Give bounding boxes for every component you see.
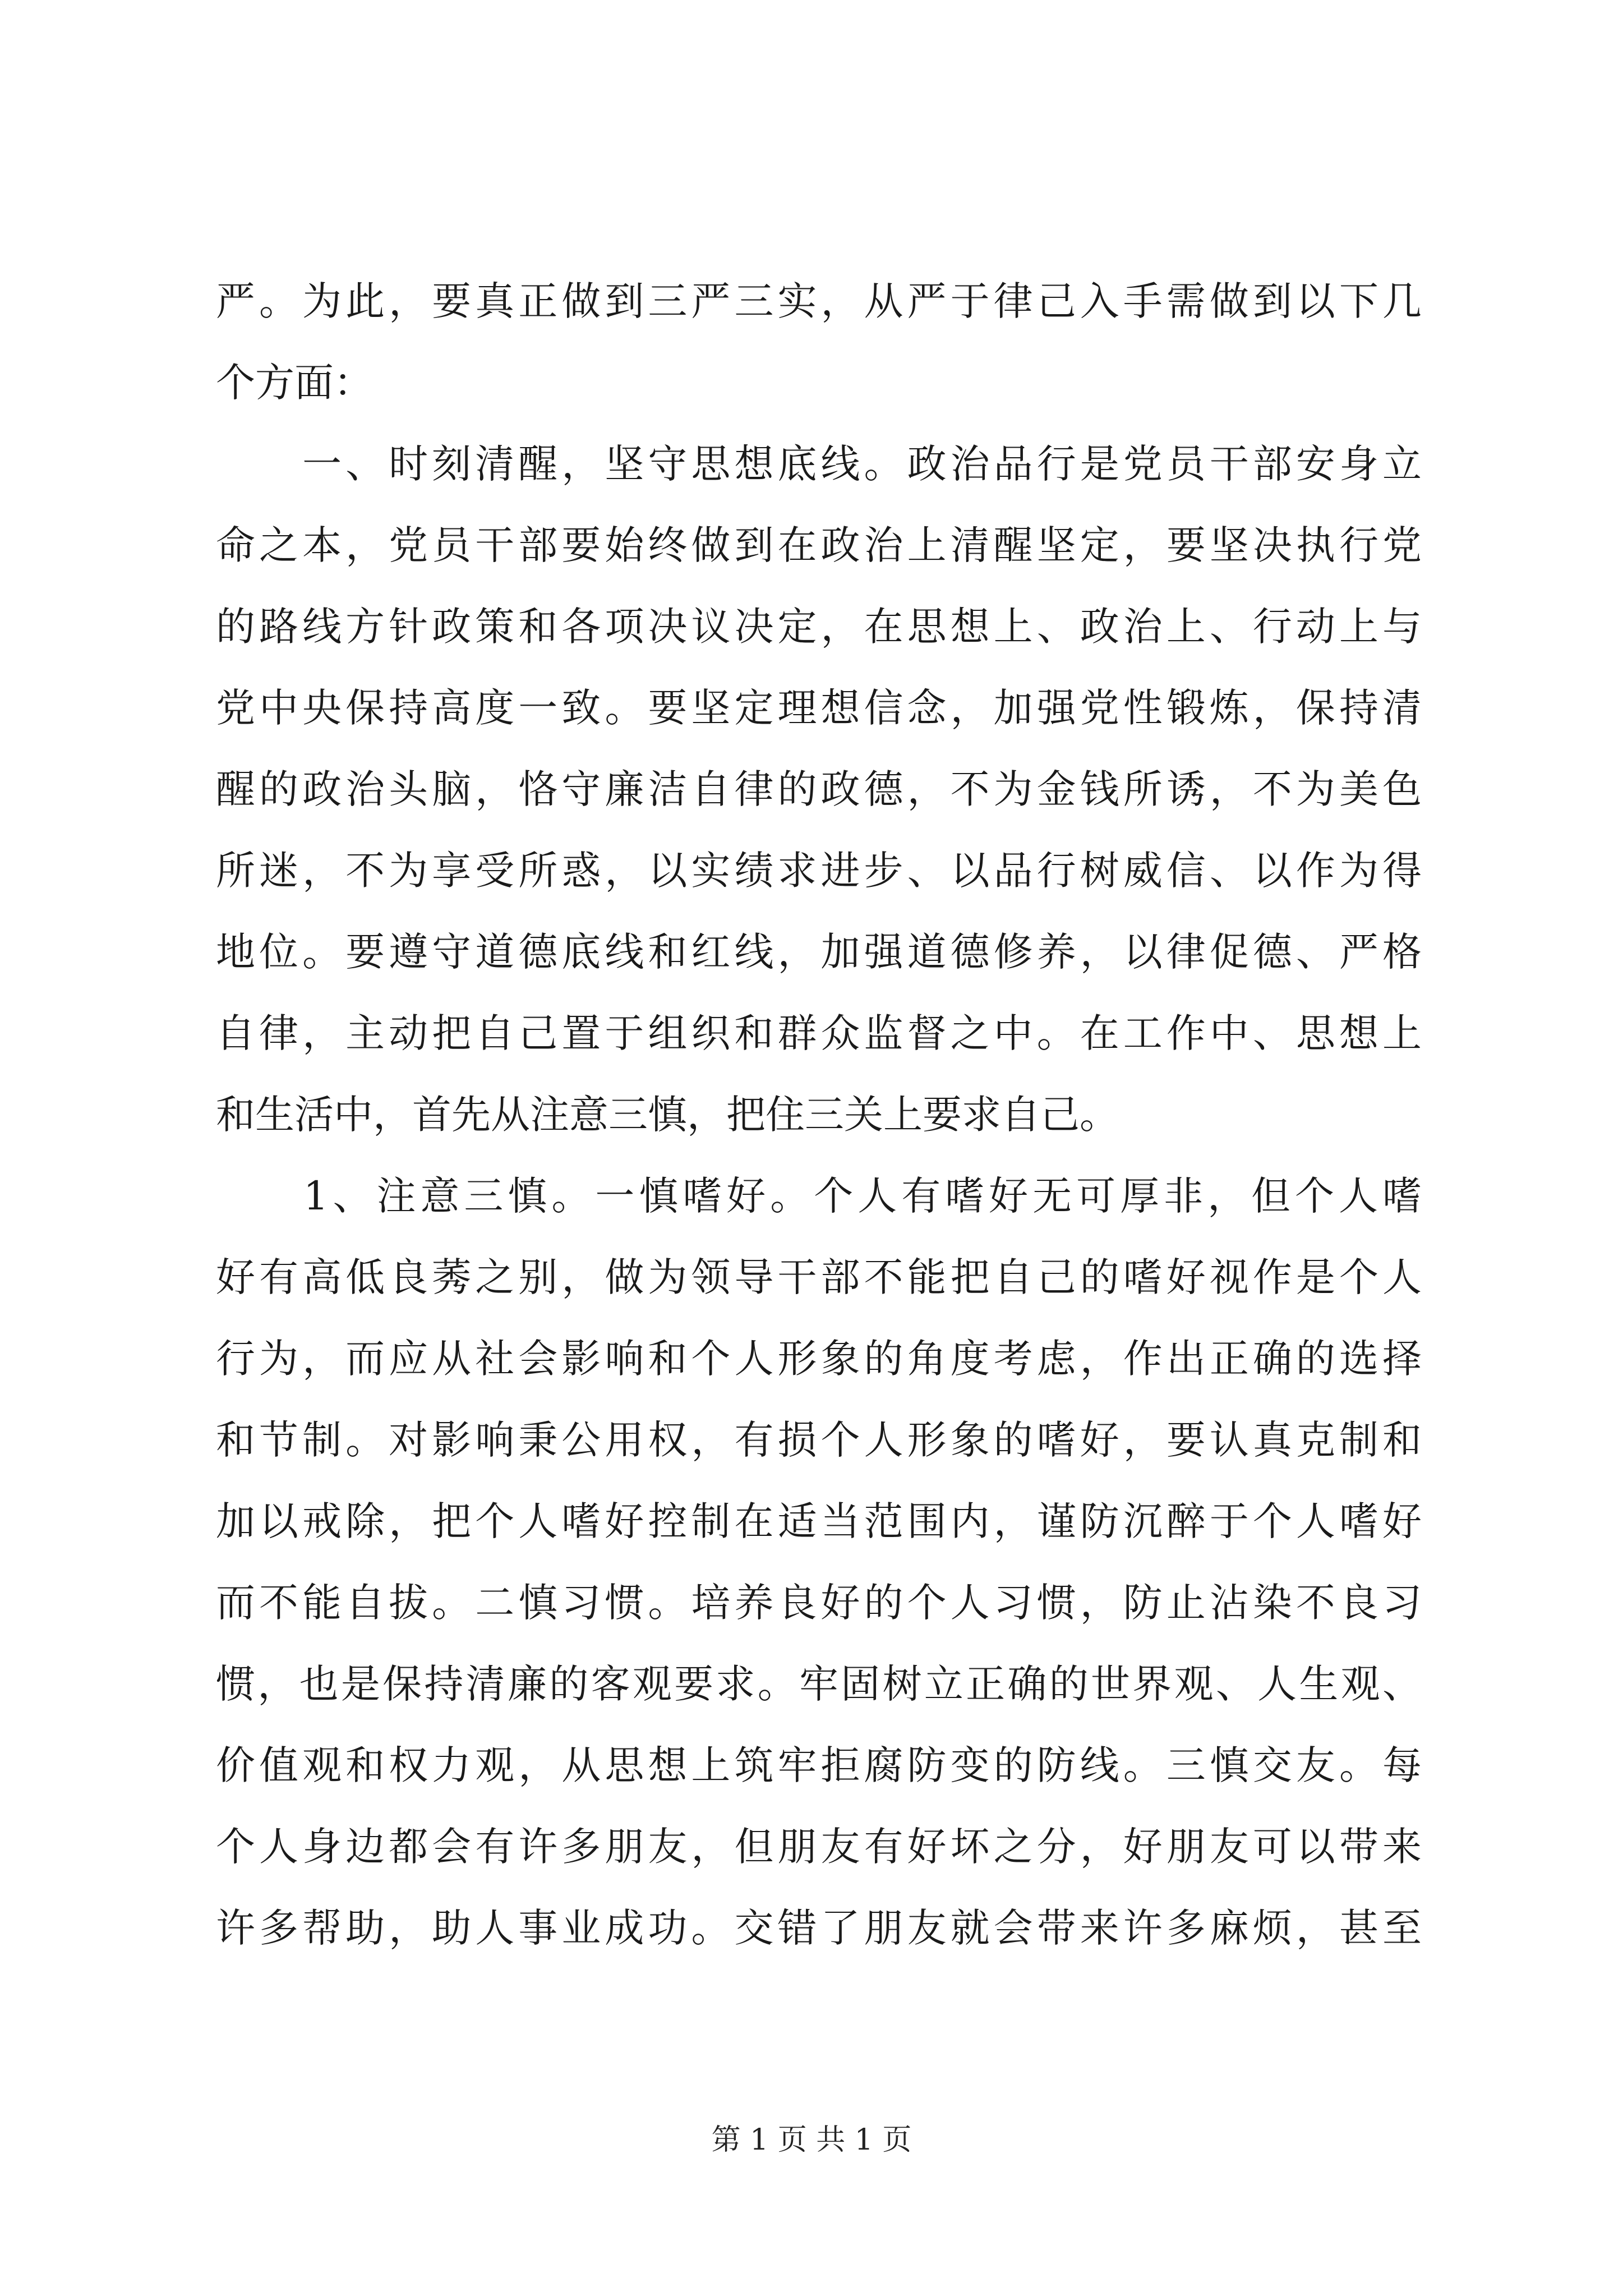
text-line: 惯，也是保持清廉的客观要求。牢固树立正确的世界观、人生观、 (216, 1661, 1422, 1707)
text-line: 价值观和权力观，从思想上筑牢拒腐防变的防线。三慎交友。每 (216, 1742, 1422, 1788)
text-line: 党中央保持高度一致。要坚定理想信念，加强党性锻炼，保持清 (216, 685, 1422, 731)
text-line: 而不能自拔。二慎习惯。培养良好的个人习惯，防止沾染不良习 (216, 1580, 1422, 1626)
text-line: 严。为此，要真正做到三严三实，从严于律己入手需做到以下几 (216, 278, 1422, 324)
text-line: 和生活中，首先从注意三慎，把住三关上要求自己。 (216, 1092, 1119, 1138)
text-line: 醒的政治头脑，恪守廉洁自律的政德，不为金钱所诱，不为美色 (216, 766, 1422, 812)
document-body (216, 261, 1422, 1969)
text-line: 加以戒除，把个人嗜好控制在适当范围内，谨防沉醉于个人嗜好 (216, 1498, 1422, 1544)
text-line: 个方面： (216, 360, 373, 406)
text-line: 自律，主动把自己置于组织和群众监督之中。在工作中、思想上 (216, 1010, 1422, 1056)
text-line: 的路线方针政策和各项决议决定，在思想上、政治上、行动上与 (216, 604, 1422, 650)
text-line: 命之本，党员干部要始终做到在政治上清醒坚定，要坚决执行党 (216, 522, 1422, 568)
text-line: 一、时刻清醒，坚守思想底线。政治品行是党员干部安身立 (216, 441, 1422, 487)
text-line: 和节制。对影响秉公用权，有损个人形象的嗜好，要认真克制和 (216, 1417, 1422, 1463)
text-line: 许多帮助，助人事业成功。交错了朋友就会带来许多麻烦，甚至 (216, 1905, 1422, 1951)
text-line: 好有高低良莠之别，做为领导干部不能把自己的嗜好视作是个人 (216, 1254, 1422, 1300)
text-line: 1、注意三慎。一慎嗜好。个人有嗜好无可厚非，但个人嗜 (216, 1173, 1422, 1219)
text-line: 所迷，不为享受所惑，以实绩求进步、以品行树威信、以作为得 (216, 848, 1422, 894)
text-line: 地位。要遵守道德底线和红线，加强道德修养，以律促德、严格 (216, 929, 1422, 975)
page-footer: 第 1 页 共 1 页 (711, 2123, 912, 2157)
text-line: 个人身边都会有许多朋友，但朋友有好坏之分，好朋友可以带来 (216, 1824, 1422, 1870)
text-line: 行为，而应从社会影响和个人形象的角度考虑，作出正确的选择 (216, 1336, 1422, 1382)
